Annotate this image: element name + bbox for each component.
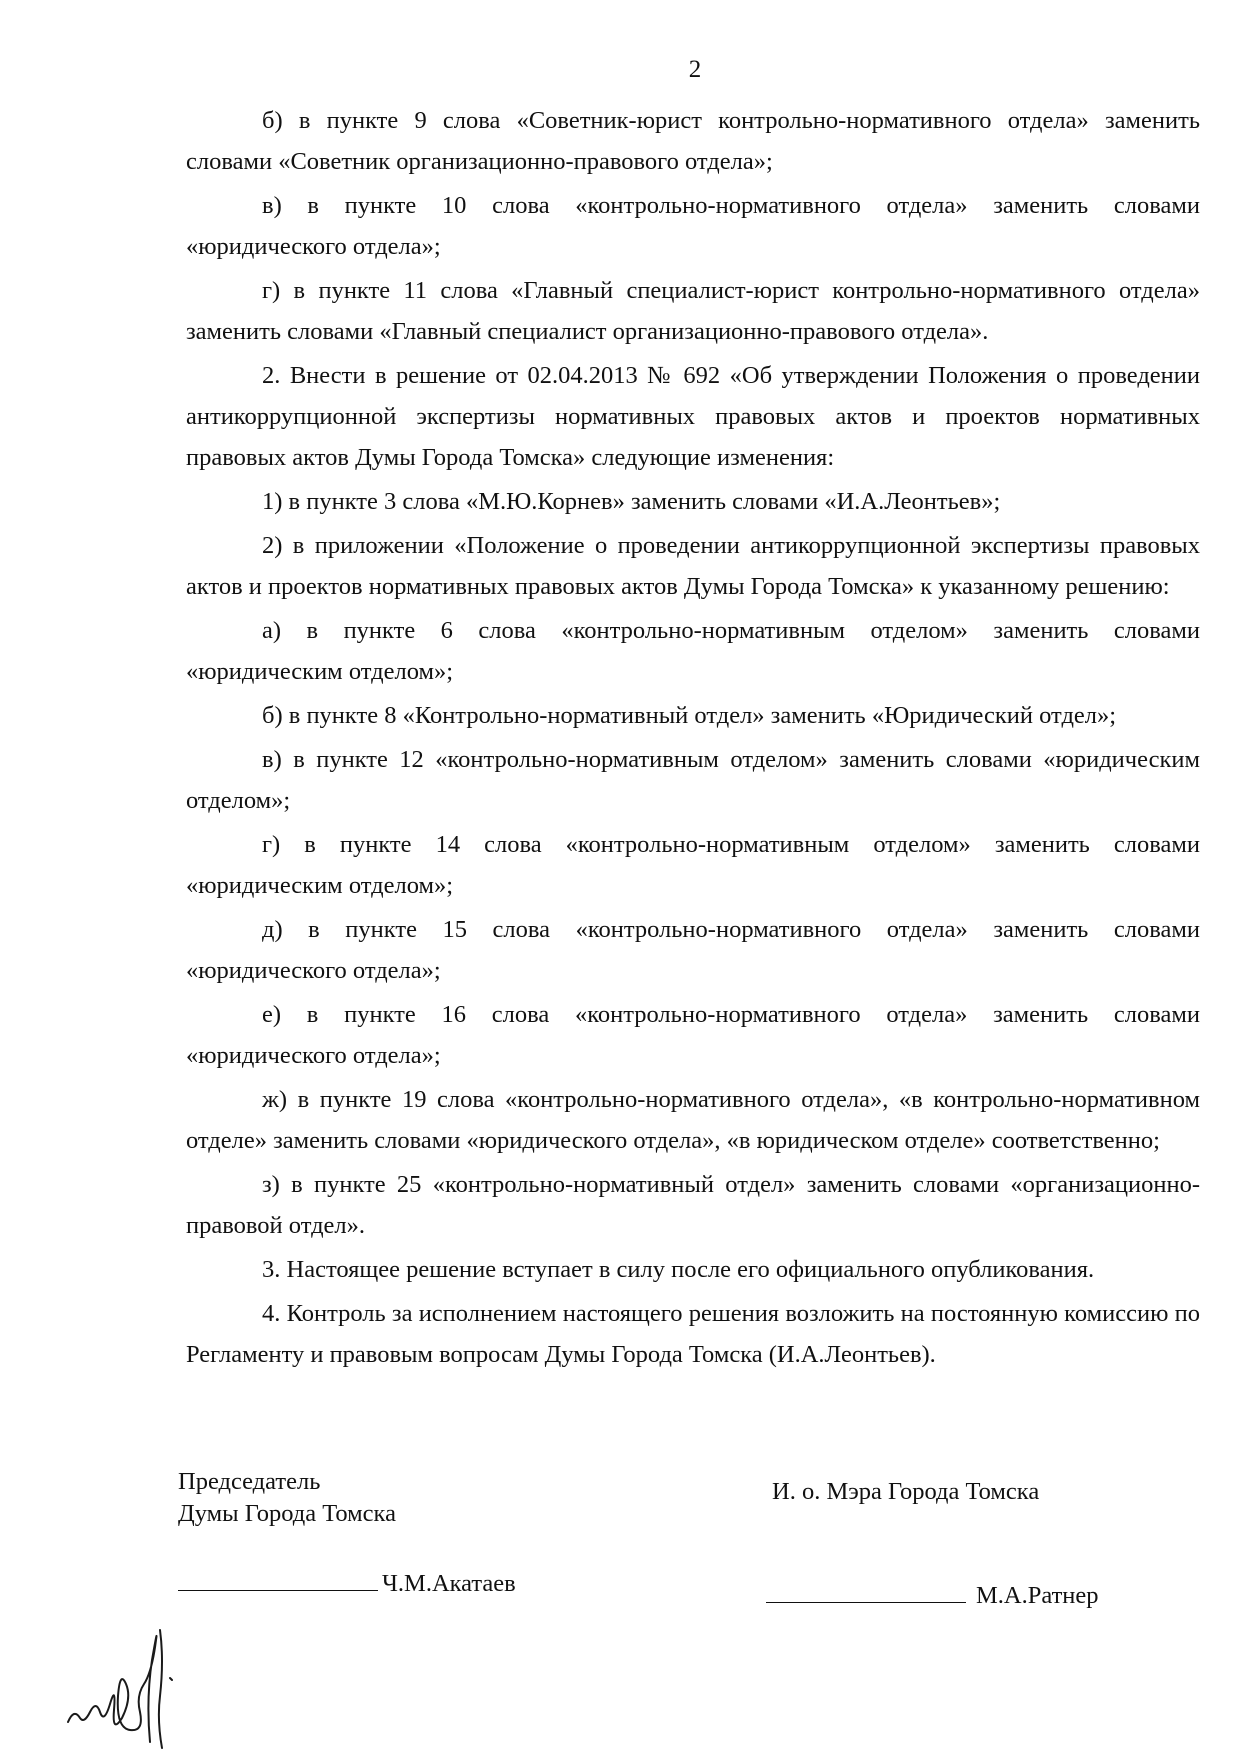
paragraph: 3. Настоящее решение вступает в силу после его официального опубликования. <box>262 1256 1095 1283</box>
paragraph: а) в пункте 6 слова «контрольно-нормативным отделом» заменить словами «юридическим отделом»; <box>186 617 1200 685</box>
paragraph: г) в пункте 14 слова «контрольно-нормативным отделом» заменить словами «юридическим отделом»; <box>186 831 1200 899</box>
paragraph: б) в пункте 8 «Контрольно-нормативный отдел» заменить «Юридический отдел»; <box>262 702 1117 729</box>
paragraph: в) в пункте 10 слова «контрольно-нормативного отдела» заменить словами «юридического отдела»; <box>186 192 1200 260</box>
signature-line <box>178 1589 378 1591</box>
right-signature-block <box>766 1580 1099 1612</box>
paragraph: д) в пункте 15 слова «контрольно-нормативного отдела» заменить словами «юридического отдела»; <box>186 916 1200 984</box>
paragraph: б) в пункте 9 слова «Советник-юрист контрольно-нормативного отдела» заменить словами «Советник организационно-правового отдела»; <box>186 107 1200 175</box>
left-signatory-title <box>178 1466 396 1530</box>
document-body <box>186 100 1200 1378</box>
signature-line <box>766 1601 966 1603</box>
handwritten-initials-icon <box>60 1600 210 1750</box>
left-title-line2: Думы Города Томска <box>178 1500 396 1527</box>
paragraph: 4. Контроль за исполнением настоящего решения возложить на постоянную комиссию по Регламенту и правовым вопросам Думы Города Томска (И.А.Леонтьев). <box>186 1300 1200 1368</box>
right-signatory-name: М.А.Ратнер <box>976 1582 1099 1609</box>
paragraph: 2) в приложении «Положение о проведении антикоррупционной экспертизы правовых актов и проектов нормативных правовых актов Думы Города Томска» к указанному решению: <box>186 532 1200 600</box>
paragraph: з) в пункте 25 «контрольно-нормативный отдел» заменить словами «организационно-правовой отдел». <box>186 1171 1200 1239</box>
page-number: 2 <box>688 56 702 83</box>
left-title-line1: Председатель <box>178 1468 321 1495</box>
left-signatory-name: Ч.М.Акатаев <box>382 1570 516 1597</box>
paragraph: ж) в пункте 19 слова «контрольно-нормативного отдела», «в контрольно-нормативном отделе» заменить словами «юридического отдела», «в юридическом отделе» соответственно; <box>186 1086 1200 1154</box>
paragraph: е) в пункте 16 слова «контрольно-нормативного отдела» заменить словами «юридического отдела»; <box>186 1001 1200 1069</box>
paragraph: в) в пункте 12 «контрольно-нормативным отделом» заменить словами «юридическим отделом»; <box>186 746 1200 814</box>
left-signature-block <box>178 1568 516 1600</box>
paragraph: 2. Внести в решение от 02.04.2013 № 692 «Об утверждении Положения о проведении антикоррупционной экспертизы нормативных правовых актов и проектов нормативных правовых актов Думы Города Томска» следующие изменения: <box>186 362 1200 471</box>
paragraph: г) в пункте 11 слова «Главный специалист-юрист контрольно-нормативного отдела» заменить словами «Главный специалист организационно-правового отдела». <box>186 277 1200 345</box>
paragraph: 1) в пункте 3 слова «М.Ю.Корнев» заменить словами «И.А.Леонтьев»; <box>262 488 1001 515</box>
right-signatory-title: И. о. Мэра Города Томска <box>772 1478 1040 1505</box>
